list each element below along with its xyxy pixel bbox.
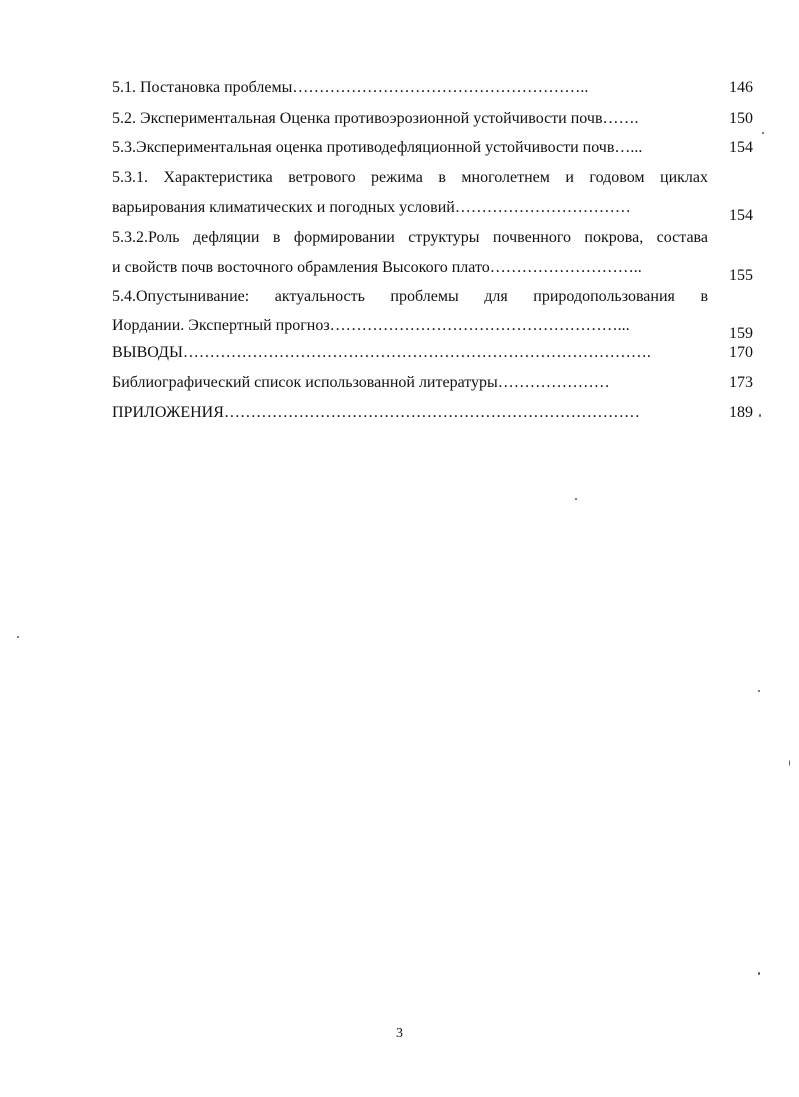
toc-entry-5-3-1-line1: 5.3.1. Характеристика ветрового режима в многолетнем и годовом циклах <box>112 169 708 186</box>
scan-speck <box>17 636 19 638</box>
toc-entry-bibliography-title: Библиографический список использованной литературы………………… <box>112 374 610 391</box>
toc-entry-conclusions-page: 170 <box>729 344 753 361</box>
table-of-contents <box>0 0 799 440</box>
toc-entry-bibliography-page: 173 <box>729 374 753 391</box>
toc-entry-5-4-line2: Иордании. Экспертный прогноз………………………………………………... <box>112 317 630 334</box>
toc-entry-5-3-page: 154 <box>729 139 753 156</box>
toc-entry-appendices-title: ПРИЛОЖЕНИЯ…………………………………………………………………… <box>112 404 640 421</box>
toc-entry-5-4-line1: 5.4.Опустынивание: актуальность проблемы для природопользования в <box>112 288 708 305</box>
toc-entry-5-3-2-page: 155 <box>729 267 753 284</box>
scan-speck <box>759 414 761 417</box>
toc-entry-5-3-1-page: 154 <box>729 207 753 224</box>
toc-entry-appendices-page: 189 <box>729 404 753 421</box>
toc-entry-5-1-page: 146 <box>729 79 753 96</box>
toc-entry-conclusions-title: ВЫВОДЫ……………………………………………………………………………. <box>112 344 651 361</box>
scan-speck <box>789 760 790 766</box>
scan-speck <box>575 498 577 500</box>
scan-speck <box>762 132 764 134</box>
toc-entry-5-2-page: 150 <box>729 110 753 127</box>
toc-entry-5-3-title: 5.3.Экспериментальная оценка противодефляционной устойчивости почв…... <box>112 139 643 156</box>
toc-entry-5-2-title: 5.2. Экспериментальная Оценка противоэрозионной устойчивости почв……. <box>112 110 639 127</box>
scan-speck <box>758 690 760 692</box>
scan-speck <box>758 972 760 975</box>
page-number: 3 <box>396 1026 403 1041</box>
toc-entry-5-3-1-line2: варьирования климатических и погодных условий…………………………… <box>112 199 631 216</box>
toc-entry-5-3-2-line2: и свойств почв восточного обрамления Высокого плато……………………….. <box>112 259 642 276</box>
toc-entry-5-1-title: 5.1. Постановка проблемы……………………………………………….. <box>112 79 589 96</box>
toc-entry-5-4-page: 159 <box>729 325 753 342</box>
toc-entry-5-3-2-line1: 5.3.2.Роль дефляции в формировании структуры почвенного покрова, состава <box>112 229 708 246</box>
